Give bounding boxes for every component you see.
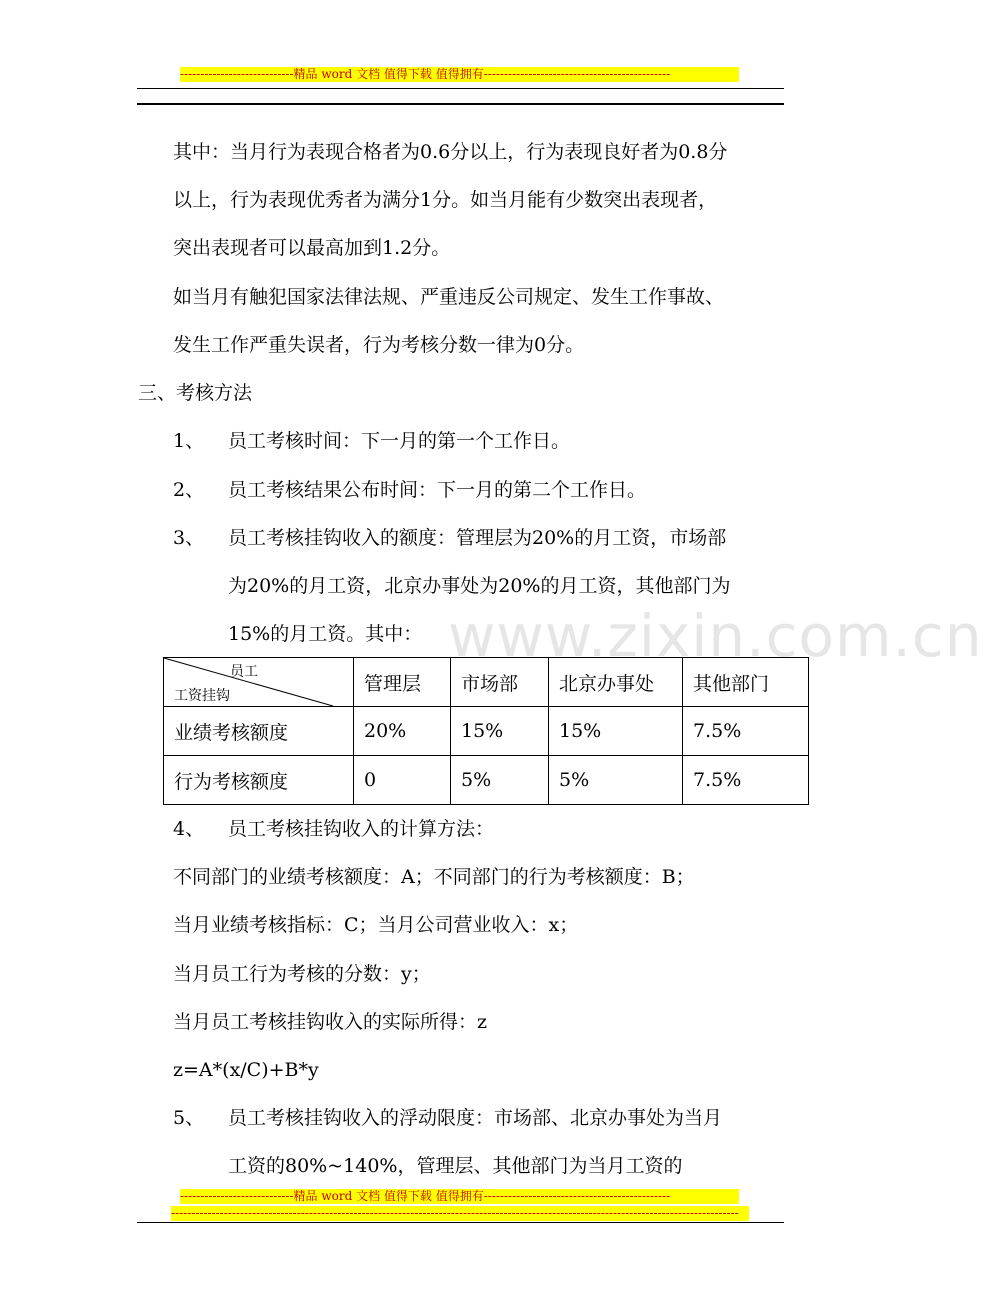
item-number: 5、 — [173, 1107, 205, 1129]
paragraph-line: 如当月有触犯国家法律法规、严重违反公司规定、发生工作事故、 — [173, 286, 725, 308]
column-header: 市场部 — [451, 658, 549, 707]
paragraph-line: 其中：当月行为表现合格者为0.6分以上，行为表现良好者为0.8分 — [173, 141, 728, 163]
footer-banner: ----------------------------精品 word 文档 值得下载 值得拥有---------------------------------------------- — [180, 1189, 739, 1204]
footer-dashes: -------------------------------------------------------------------------------------------------------------------------------------------- — [171, 1206, 749, 1221]
watermark: www.zixin.com.cn — [448, 602, 983, 670]
table-corner-cell — [164, 658, 354, 707]
header-rule-thin — [137, 88, 784, 89]
item-text: 15%的月工资。其中： — [228, 623, 423, 645]
table-cell: 7.5% — [683, 756, 809, 805]
formula-line: z=A*(x/C)+B*y — [173, 1059, 319, 1081]
table-cell: 7.5% — [683, 707, 809, 756]
row-label: 业绩考核额度 — [164, 707, 354, 756]
table-cell: 15% — [549, 707, 683, 756]
paragraph-line: 突出表现者可以最高加到1.2分。 — [173, 237, 451, 259]
formula-line: 不同部门的业绩考核额度：A；不同部门的行为考核额度：B； — [173, 866, 695, 888]
table-row — [164, 707, 809, 756]
row-label: 行为考核额度 — [164, 756, 354, 805]
table-cell: 5% — [549, 756, 683, 805]
item-text: 员工考核挂钩收入的计算方法： — [228, 818, 495, 840]
column-header: 北京办事处 — [549, 658, 683, 707]
item-text: 员工考核时间：下一月的第一个工作日。 — [228, 430, 571, 452]
paragraph-line: 发生工作严重失误者，行为考核分数一律为0分。 — [173, 334, 585, 356]
formula-line: 当月员工考核挂钩收入的实际所得：z — [173, 1011, 488, 1033]
formula-line: 当月业绩考核指标：C；当月公司营业收入：x； — [173, 914, 579, 936]
table-cell: 0 — [354, 756, 451, 805]
table-row — [164, 756, 809, 805]
corner-bottom-label: 工资挂钩 — [174, 688, 230, 704]
item-number: 2、 — [173, 479, 205, 501]
item-text: 员工考核挂钩收入的额度：管理层为20%的月工资，市场部 — [228, 527, 727, 549]
header-rule-thick — [137, 103, 784, 105]
table-cell: 20% — [354, 707, 451, 756]
item-number: 1、 — [173, 430, 205, 452]
item-text: 为20%的月工资，北京办事处为20%的月工资，其他部门为 — [228, 575, 731, 597]
item-text: 员工考核挂钩收入的浮动限度：市场部、北京办事处为当月 — [228, 1107, 723, 1129]
quota-table — [163, 657, 809, 805]
item-number: 3、 — [173, 527, 205, 549]
column-header: 管理层 — [354, 658, 451, 707]
section-heading: 三、考核方法 — [138, 382, 253, 404]
item-number: 4、 — [173, 818, 205, 840]
footer-rule — [137, 1222, 784, 1223]
column-header: 其他部门 — [683, 658, 809, 707]
table-header-row — [164, 658, 809, 707]
item-text: 工资的80%~140%，管理层、其他部门为当月工资的 — [228, 1155, 683, 1177]
item-text: 员工考核结果公布时间：下一月的第二个工作日。 — [228, 479, 647, 501]
corner-top-label: 员工 — [230, 664, 258, 680]
header-banner: ----------------------------精品 word 文档 值得下载 值得拥有---------------------------------------------- — [180, 67, 739, 82]
paragraph-line: 以上，行为表现优秀者为满分1分。如当月能有少数突出表现者， — [173, 189, 718, 211]
table-cell: 15% — [451, 707, 549, 756]
table-cell: 5% — [451, 756, 549, 805]
formula-line: 当月员工行为考核的分数：y； — [173, 963, 431, 985]
